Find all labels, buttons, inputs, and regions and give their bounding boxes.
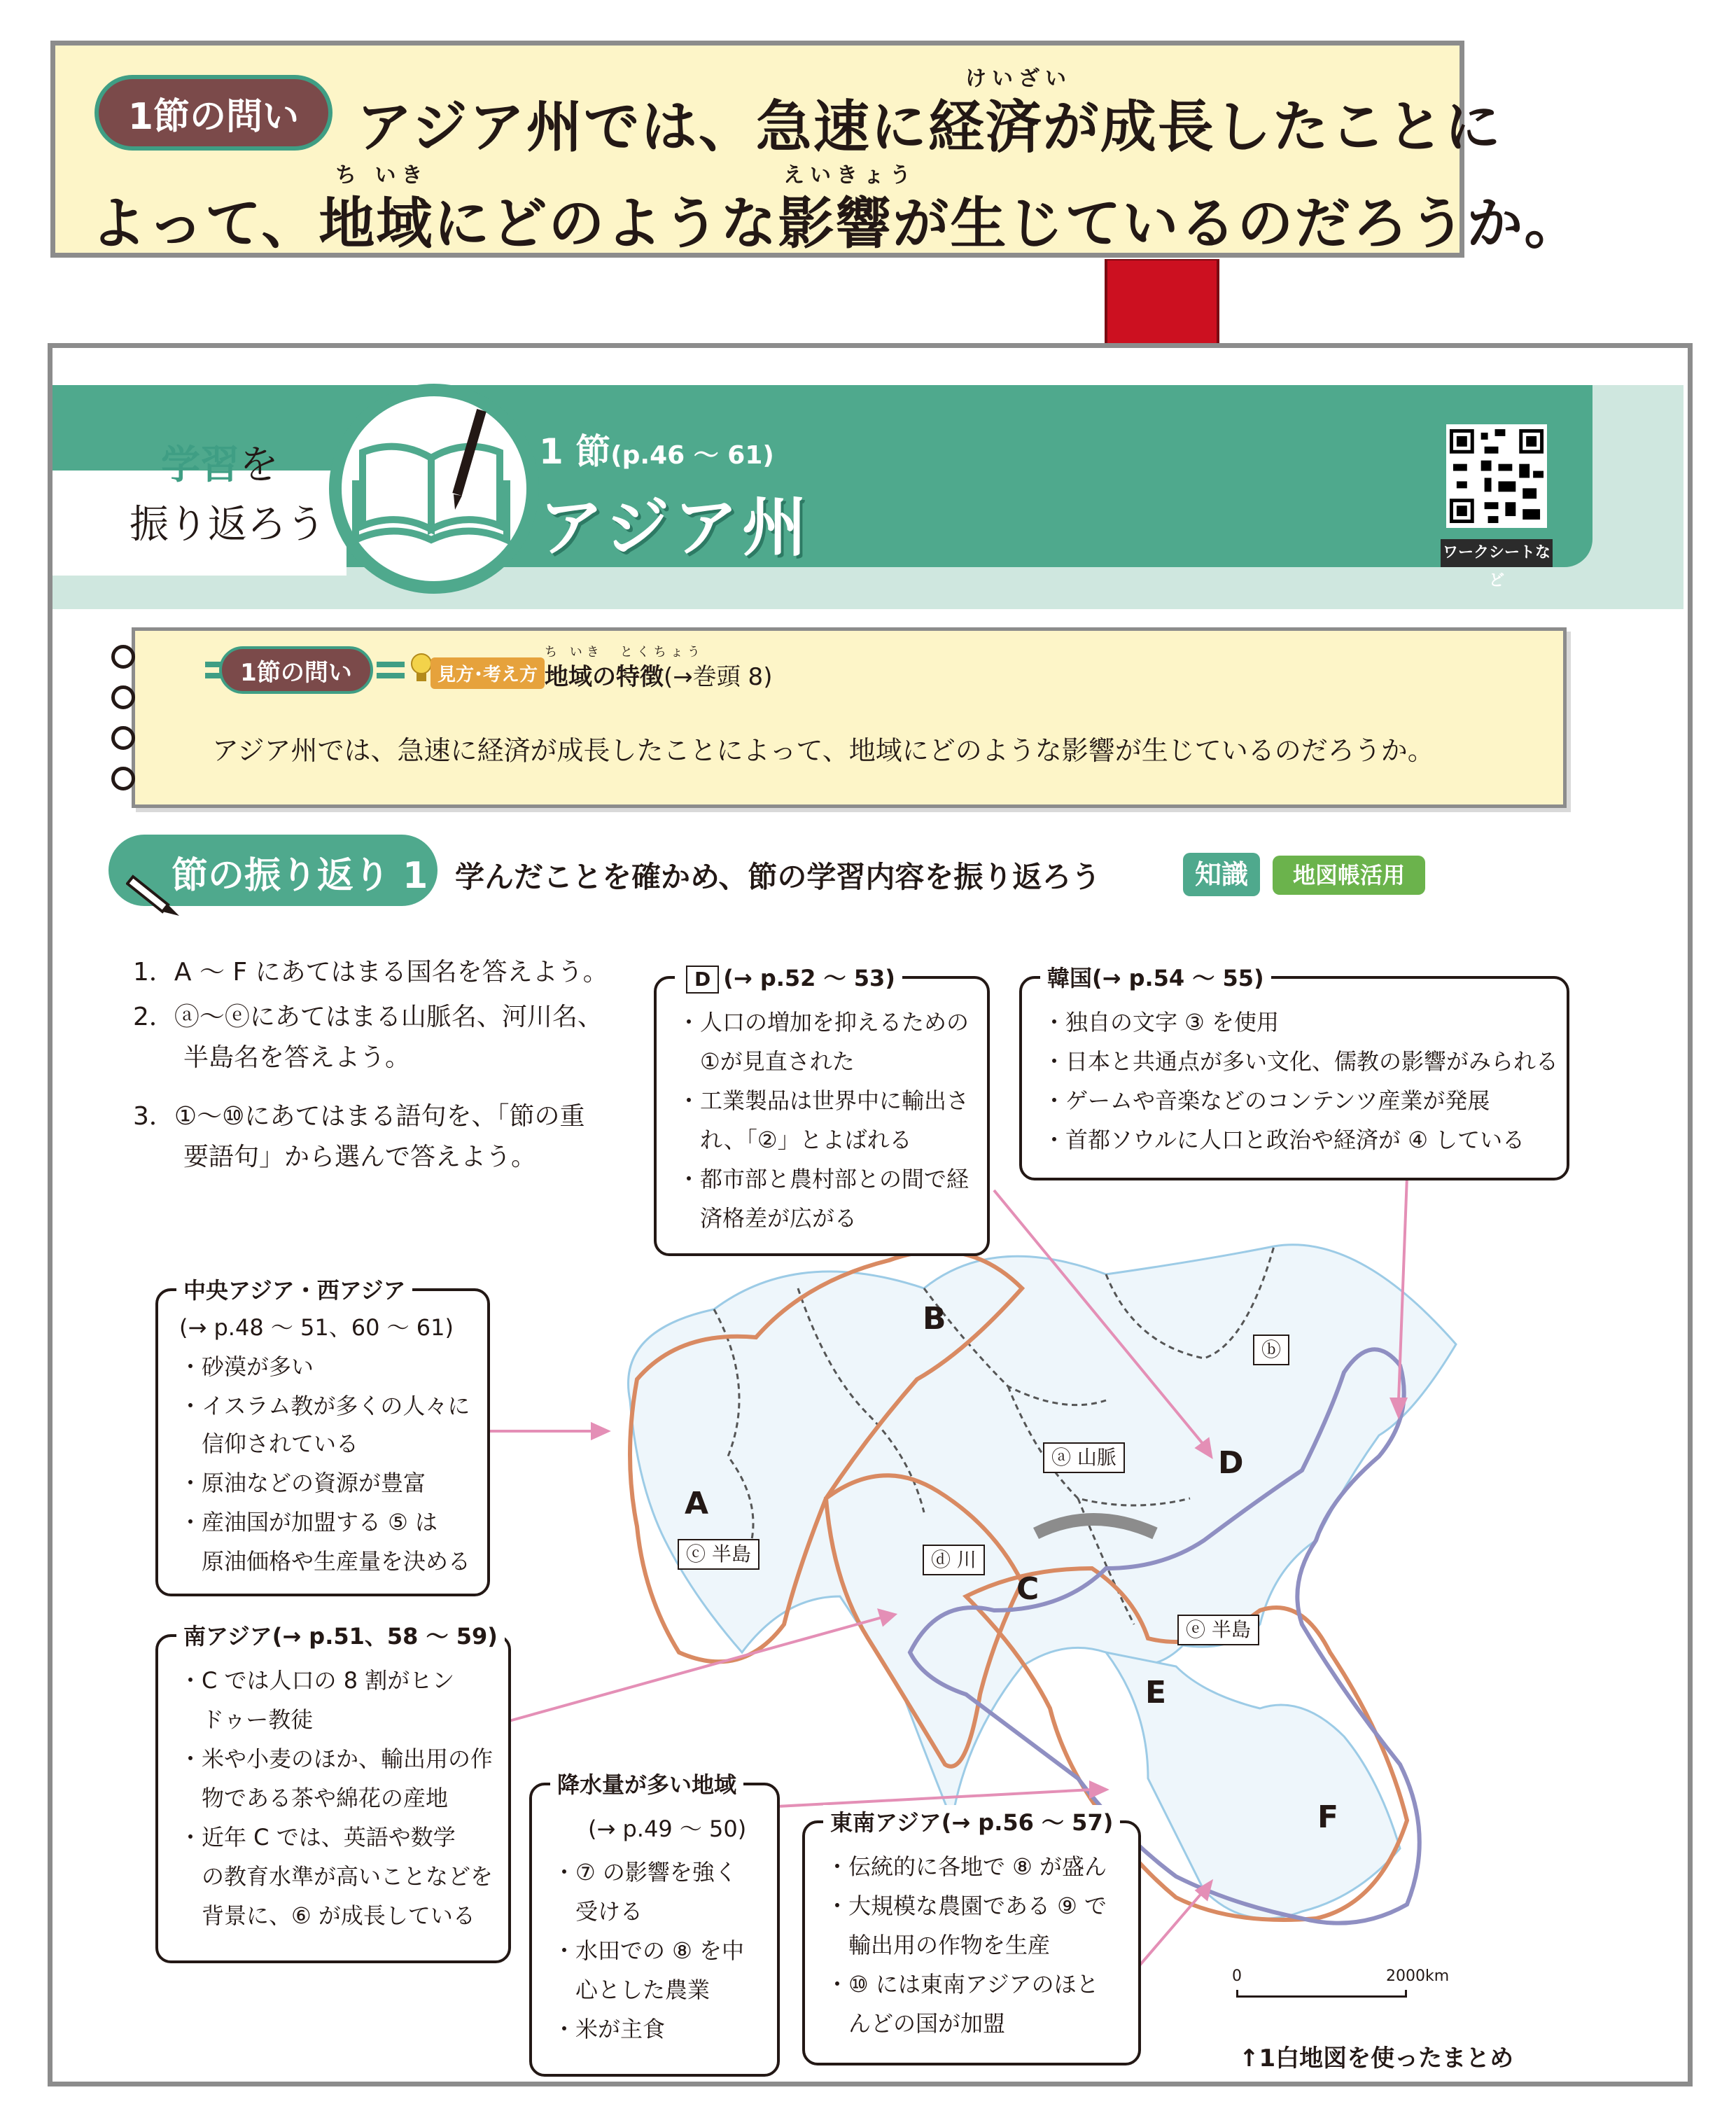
box-rain-line: ・水田での ⑧ を中 — [553, 1937, 745, 1964]
map-tag-d: ⓓ 川 — [923, 1545, 985, 1575]
map-tag-c: ⓒ 半島 — [678, 1539, 760, 1570]
section-number: 1 節(p.46 ～ 61) — [539, 431, 774, 472]
box-central-line: ・原油などの資源が豊富 — [179, 1470, 426, 1496]
header-learn: 学習 — [161, 443, 239, 488]
box-south-line: 背景に、⑥ が成長している — [179, 1902, 475, 1929]
box-korea-line: ・独自の文字 ③ を使用 — [1043, 1009, 1280, 1036]
mikata-tag: 見方･考え方 — [430, 657, 545, 689]
box-southeast-asia — [802, 1809, 1141, 2065]
box-korea-line: ・ゲームや音楽などのコンテンツ産業が発展 — [1043, 1087, 1490, 1114]
box-D-title: D (→ p.52 ～ 53) — [675, 961, 902, 994]
review-title: 節の振り返り 1 — [172, 855, 428, 897]
box-rain-line: 受ける — [553, 1898, 643, 1925]
box-D — [654, 965, 990, 1256]
ruby-perspective: ち いき とくちょう — [545, 645, 704, 660]
box-korea — [1019, 965, 1569, 1180]
box-rain-line: ・⑦ の影響を強く — [553, 1859, 737, 1886]
map-label-C: C — [1016, 1571, 1040, 1607]
box-korea-title: 韓国(→ p.54 ～ 55) — [1040, 961, 1271, 993]
box-D-line: ・工業製品は世界中に輸出さ — [678, 1087, 969, 1114]
map-label-F: F — [1317, 1799, 1339, 1835]
question-line-2: よって、地域にどのような影響が生じているのだろうか。 — [90, 191, 1582, 256]
box-south-line: ドゥー教徒 — [179, 1706, 314, 1733]
box-south-line: ・米や小麦のほか、輸出用の作 — [179, 1746, 493, 1772]
box-southeast-line: 輸出用の作物を生産 — [826, 1932, 1051, 1958]
map-label-E: E — [1145, 1675, 1167, 1711]
box-central-line: (→ p.48 ～ 51、60 ～ 61) — [179, 1314, 454, 1341]
box-central-west-asia — [155, 1277, 490, 1596]
box-central-line: ・イスラム教が多くの人々に — [179, 1393, 470, 1419]
instruction-line: 半島名を答えよう。 — [133, 1043, 411, 1072]
box-D-line: ・人口の増加を抑えるための — [678, 1009, 969, 1036]
atlas-tag: 地図帳活用 — [1273, 856, 1425, 895]
instruction-line: 要語句」から選んで答えよう。 — [133, 1143, 537, 1171]
box-southeast-line: んどの国が加盟 — [826, 2010, 1006, 2037]
section-question-badge: 1節の問い — [219, 646, 373, 694]
ruby-eikyou: えいきょう — [783, 163, 916, 188]
knowledge-tag: 知識 — [1183, 853, 1260, 896]
question-line-1: アジア州では、急速に経済が成長したことに — [356, 95, 1502, 160]
qr-label: ワークシートなど — [1441, 539, 1553, 567]
map-label-D: D — [1218, 1445, 1244, 1481]
box-southeast-line: ・伝統的に各地で ⑧ が盛ん — [826, 1853, 1107, 1880]
map-label-B: B — [923, 1301, 946, 1337]
instruction-line: 1．A ～ F にあてはまる国名を答えよう。 — [133, 958, 608, 987]
box-D-line: れ、「②」とよばれる — [678, 1127, 912, 1153]
box-rain-line: ・米が主食 — [553, 2016, 666, 2042]
instruction-line: 2．ⓐ～ⓔにあてはまる山脈名、河川名、 — [133, 1003, 603, 1031]
section-title: アジア州 — [539, 490, 811, 565]
box-central-line: ・産油国が加盟する ⑤ は — [179, 1509, 438, 1535]
header-furikaerou: 振り返ろう — [130, 502, 326, 548]
box-D-line: ・都市部と農村部との間で経 — [678, 1166, 969, 1192]
box-southeast-title: 東南アジア(→ p.56 ～ 57) — [823, 1805, 1120, 1837]
box-korea-line: ・首都ソウルに人口と政治や経済が ④ している — [1043, 1127, 1525, 1153]
box-south-line: の教育水準が高いことなどを — [179, 1863, 493, 1890]
header-wo: を — [239, 443, 279, 488]
instruction-line: 3．①～⑩にあてはまる語句を、「節の重 — [133, 1102, 585, 1131]
map-caption: ↑1白地図を使ったまとめ — [1239, 2044, 1514, 2072]
box-central-title: 中央アジア・西アジア — [176, 1273, 412, 1305]
box-high-rainfall — [529, 1771, 780, 2077]
box-rain-title: 降水量が多い地域 — [550, 1767, 743, 1799]
perspective-label: 地域の特徴(→巻頭 8) — [545, 663, 773, 691]
box-southeast-line: ・⑩ には東南アジアのほと — [826, 1971, 1099, 1998]
box-southeast-line: ・大規模な農園である ⑨ で — [826, 1893, 1107, 1919]
box-D-line: 済格差が広がる — [678, 1205, 858, 1232]
ruby-keizai: けいざい — [965, 67, 1072, 91]
map-tag-b: ⓑ — [1253, 1335, 1289, 1365]
box-south-asia — [155, 1623, 511, 1963]
box-central-line: 原油価格や生産量を決める — [179, 1548, 471, 1575]
question-badge: 1節の問い — [94, 75, 332, 151]
box-D-line: ①が見直された — [678, 1048, 855, 1075]
box-korea-line: ・日本と共通点が多い文化、儒教の影響がみられる — [1043, 1048, 1559, 1075]
section-question-text: アジア州では、急速に経済が成長したことによって、地域にどのような影響が生じているのだろうか。 — [212, 735, 1434, 766]
box-south-line: ・C では人口の 8 割がヒン — [179, 1667, 455, 1694]
box-south-line: 物である茶や綿花の産地 — [179, 1785, 449, 1811]
box-rain-line: 心とした農業 — [553, 1977, 710, 2003]
box-central-line: ・砂漠が多い — [179, 1353, 314, 1380]
review-subtitle: 学んだことを確かめ、節の学習内容を振り返ろう — [455, 860, 1101, 894]
box-south-line: ・近年 C では、英語や数学 — [179, 1824, 456, 1851]
box-south-title: 南アジア(→ p.51、58 ～ 59) — [176, 1619, 505, 1651]
map-tag-a: ⓐ 山脈 — [1043, 1442, 1125, 1473]
ruby-chiiki: ち いき — [335, 163, 428, 188]
map-tag-e: ⓔ 半島 — [1177, 1615, 1259, 1645]
box-rain-line: (→ p.49 ～ 50) — [588, 1816, 747, 1842]
map-label-A: A — [685, 1486, 709, 1521]
box-central-line: 信仰されている — [179, 1430, 359, 1457]
